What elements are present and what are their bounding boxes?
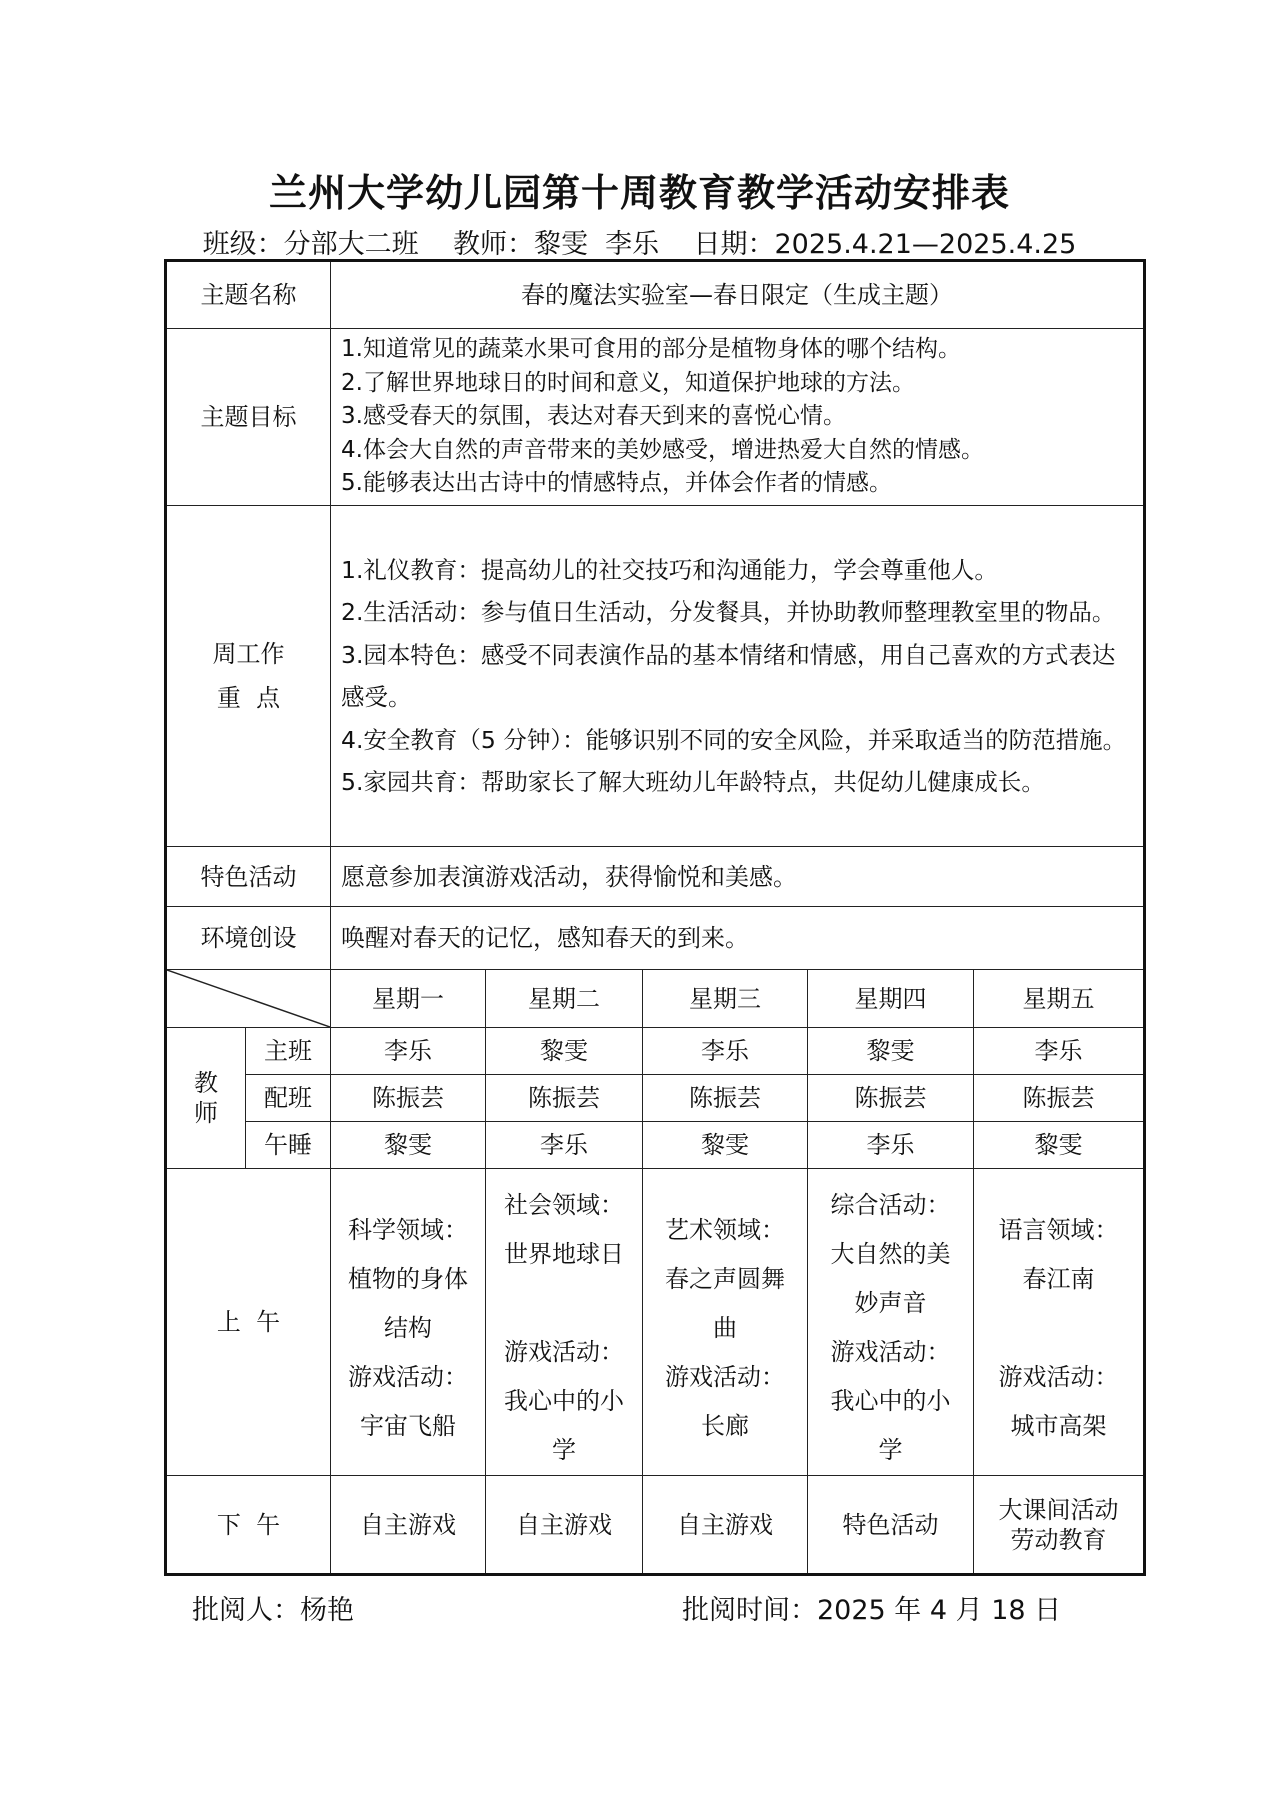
schedule-table [164,259,1146,1576]
page-title: 兰州大学幼儿园第十周教育教学活动安排表 [268,171,1010,215]
lesson-line: 曲 [713,1313,737,1342]
teacher-name: 陈振芸 [331,1075,486,1122]
focus-label [166,506,331,847]
lesson-line: 妙声音 [854,1289,927,1317]
afternoon-day-monday [331,1476,486,1575]
special-label: 特色活动 [166,847,331,907]
diagonal-corner-cell [166,970,331,1028]
teachers-label [166,1028,246,1169]
teacher-name: 黎雯 [643,1122,808,1169]
teacher-name: 陈振芸 [808,1075,974,1122]
environment-row [166,907,1145,970]
domain-label: 科学领域： [348,1215,468,1244]
afternoon-day-tuesday [486,1476,643,1575]
focus-item: 5.家园共育：帮助家长了解大班幼儿年龄特点，共促幼儿健康成长。 [341,768,1045,796]
weekday-tuesday: 星期二 [486,970,643,1028]
teacher-name: 陈振芸 [643,1075,808,1122]
afternoon-activity: 自主游戏 [516,1510,612,1539]
focus-label-line1: 周工作 [212,640,285,668]
focus-item: 2.生活活动：参与值日生活动，分发餐具，并协助教师整理教室里的物品。 [341,598,1116,626]
morning-day-friday [974,1169,1145,1476]
focus-item: 1.礼仪教育：提高幼儿的社交技巧和沟通能力，学会尊重他人。 [341,555,998,584]
afternoon-activity: 自主游戏 [360,1510,456,1539]
afternoon-day-thursday [808,1476,974,1575]
goal-item: 2.了解世界地球日的时间和意义，知道保护地球的方法。 [341,369,915,396]
role-label: 配班 [246,1075,331,1122]
special-value: 愿意参加表演游戏活动，获得愉悦和美感。 [331,847,1145,907]
goal-item: 5.能够表达出古诗中的情感特点，并体会作者的情感。 [341,470,892,497]
role-label: 午睡 [246,1122,331,1169]
lesson-line: 结构 [384,1313,432,1342]
environment-value: 唤醒对春天的记忆，感知春天的到来。 [331,907,1145,970]
teacher-name: 黎雯 [974,1122,1145,1169]
morning-label: 上 午 [166,1169,331,1476]
weekday-monday: 星期一 [331,970,486,1028]
teacher-name: 李乐 [643,1028,808,1075]
lesson-line: 春江南 [1022,1264,1095,1293]
lesson-line: 大自然的美 [830,1240,951,1268]
weekday-header-row [166,970,1145,1028]
game-line: 学 [552,1436,576,1464]
game-line: 长廊 [701,1411,749,1440]
weekday-wednesday: 星期三 [643,970,808,1028]
theme-row [166,261,1145,329]
weekday-friday: 星期五 [974,970,1145,1028]
lesson-line: 世界地球日 [504,1240,624,1268]
goal-item: 1.知道常见的蔬菜水果可食用的部分是植物身体的哪个结构。 [341,336,961,363]
domain-label: 艺术领域： [665,1215,785,1244]
game-line: 我心中的小 [830,1387,951,1415]
morning-row [166,1169,1145,1476]
domain-label: 综合活动： [830,1191,951,1219]
lesson-line [486,1279,642,1328]
teacher-name: 李乐 [331,1028,486,1075]
focus-row [166,506,1145,847]
focus-item: 3.园本特色：感受不同表演作品的基本情绪和情感，用自己喜欢的方式表达感受。 [341,640,1116,711]
game-line: 学 [878,1436,903,1464]
morning-day-thursday [808,1169,974,1476]
diagonal-line [167,970,330,1027]
environment-label: 环境创设 [166,907,331,970]
domain-label: 社会领域： [504,1191,624,1219]
teacher-name: 李乐 [486,1122,643,1169]
domain-label: 语言领域： [998,1215,1119,1244]
weekday-thursday: 星期四 [808,970,974,1028]
morning-day-tuesday [486,1169,643,1476]
goal-item: 3.感受春天的氛围，表达对春天到来的喜悦心情。 [341,403,846,430]
game-label: 游戏活动： [348,1362,468,1391]
game-label: 游戏活动： [830,1338,951,1366]
game-label: 游戏活动： [665,1362,785,1391]
afternoon-day-friday [974,1476,1145,1575]
afternoon-activity: 大课间活动 [998,1495,1119,1524]
teachers-label-line2: 师 [194,1099,218,1127]
teacher-name: 黎雯 [486,1028,643,1075]
role-label: 主班 [246,1028,331,1075]
game-label: 游戏活动： [998,1362,1119,1391]
teacher-name: 李乐 [974,1028,1145,1075]
game-line: 城市高架 [1010,1411,1107,1440]
game-line: 宇宙飞船 [360,1411,456,1440]
morning-day-monday [331,1169,486,1476]
teacher-name: 黎雯 [808,1028,974,1075]
teacher-row-assistant [166,1075,1145,1122]
focus-label-line2: 重 点 [216,684,281,712]
special-row [166,847,1145,907]
afternoon-activity: 特色活动 [842,1510,939,1539]
lesson-line [974,1304,1143,1353]
afternoon-row [166,1476,1145,1575]
reviewer-label: 批阅人：杨艳 [192,1595,354,1626]
theme-value: 春的魔法实验室—春日限定（生成主题） [331,261,1145,329]
teacher-name: 黎雯 [331,1122,486,1169]
goals-list [331,329,1145,506]
goal-item: 4.体会大自然的声音带来的美妙感受，增进热爱大自然的情感。 [341,436,984,463]
lesson-line: 春之声圆舞 [665,1264,785,1293]
review-time-label: 批阅时间：2025 年 4 月 18 日 [682,1595,1062,1626]
focus-list [331,506,1145,847]
game-label: 游戏活动： [504,1338,624,1366]
afternoon-day-wednesday [643,1476,808,1575]
teachers-label-line1: 教 [194,1069,218,1097]
game-line: 我心中的小 [504,1387,624,1415]
teacher-name: 陈振芸 [486,1075,643,1122]
goals-row [166,329,1145,506]
teacher-row-lead [166,1028,1145,1075]
afternoon-activity: 自主游戏 [677,1510,773,1539]
teacher-row-nap [166,1122,1145,1169]
class-info-line: 班级：分部大二班 教师：黎雯 李乐 日期：2025.4.21—2025.4.25 [202,229,1077,260]
focus-item: 4.安全教育（5 分钟）：能够识别不同的安全风险，并采取适当的防范措施。 [341,725,1127,754]
afternoon-label: 下 午 [166,1476,331,1575]
teacher-name: 李乐 [808,1122,974,1169]
afternoon-activity: 劳动教育 [1010,1525,1107,1554]
lesson-line: 植物的身体 [348,1264,468,1293]
morning-day-wednesday [643,1169,808,1476]
goals-label: 主题目标 [166,329,331,506]
teacher-name: 陈振芸 [974,1075,1145,1122]
theme-label: 主题名称 [166,261,331,329]
